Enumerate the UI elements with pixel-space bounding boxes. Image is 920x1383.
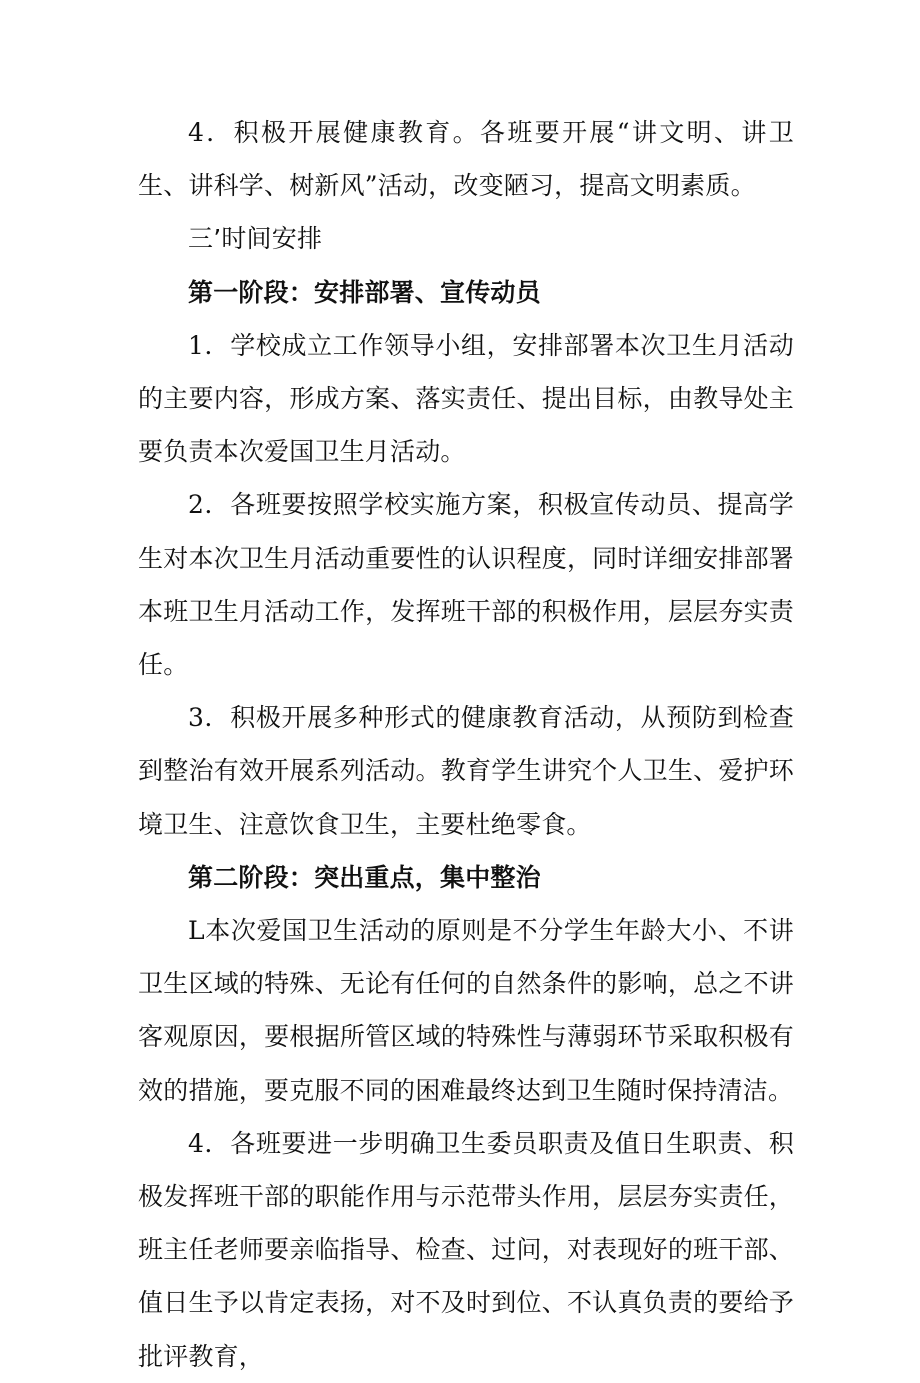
paragraph-item-4: 4．各班要进一步明确卫生委员职责及值日生职责、积极发挥班干部的职能作用与示范带头作用，层层夯实责任，班主任老师要亲临指导、检查、过问，对表现好的班干部、值日生予以肯定表扬，对不及时到位、不认真负责的要给予批评教育， <box>138 1128 794 1371</box>
paragraph-item-3: 3．积极开展多种形式的健康教育活动，从预防到检查到整治有效开展系列活动。教育学生讲究个人卫生、爱护环境卫生、注意饮食卫生，主要杜绝零食。 <box>138 703 794 839</box>
paragraph-item-2: 2．各班要按照学校实施方案，积极宣传动员、提高学生对本次卫生月活动重要性的认识程度，同时详细安排部署本班卫生月活动工作，发挥班干部的积极作用，层层夯实责任。 <box>138 490 794 680</box>
stage-heading-two: 第二阶段：突出重点，集中整治 <box>188 862 541 892</box>
paragraph-health-education: 4．积极开展健康教育。各班要开展“讲文明、讲卫生、讲科学、树新风”活动，改变陋习，提高文明素质。 <box>138 118 794 201</box>
document-body <box>138 106 794 1383</box>
paragraph-item-1: 1．学校成立工作领导小组，安排部署本次卫生月活动的主要内容，形成方案、落实责任、提出目标，由教导处主要负责本次爱国卫生月活动。 <box>138 330 794 467</box>
stage-heading-one: 第一阶段：安排部署、宣传动员 <box>188 277 541 307</box>
paragraph-principle: L本次爱国卫生活动的原则是不分学生年龄大小、不讲卫生区域的特殊、无论有任何的自然条件的影响，总之不讲客观原因，要根据所管区域的特殊性与薄弱环节采取积极有效的措施，要克服不同的困难最终达到卫生随时保持清洁。 <box>138 916 794 1105</box>
section-heading-schedule: 三’时间安排 <box>188 224 323 254</box>
